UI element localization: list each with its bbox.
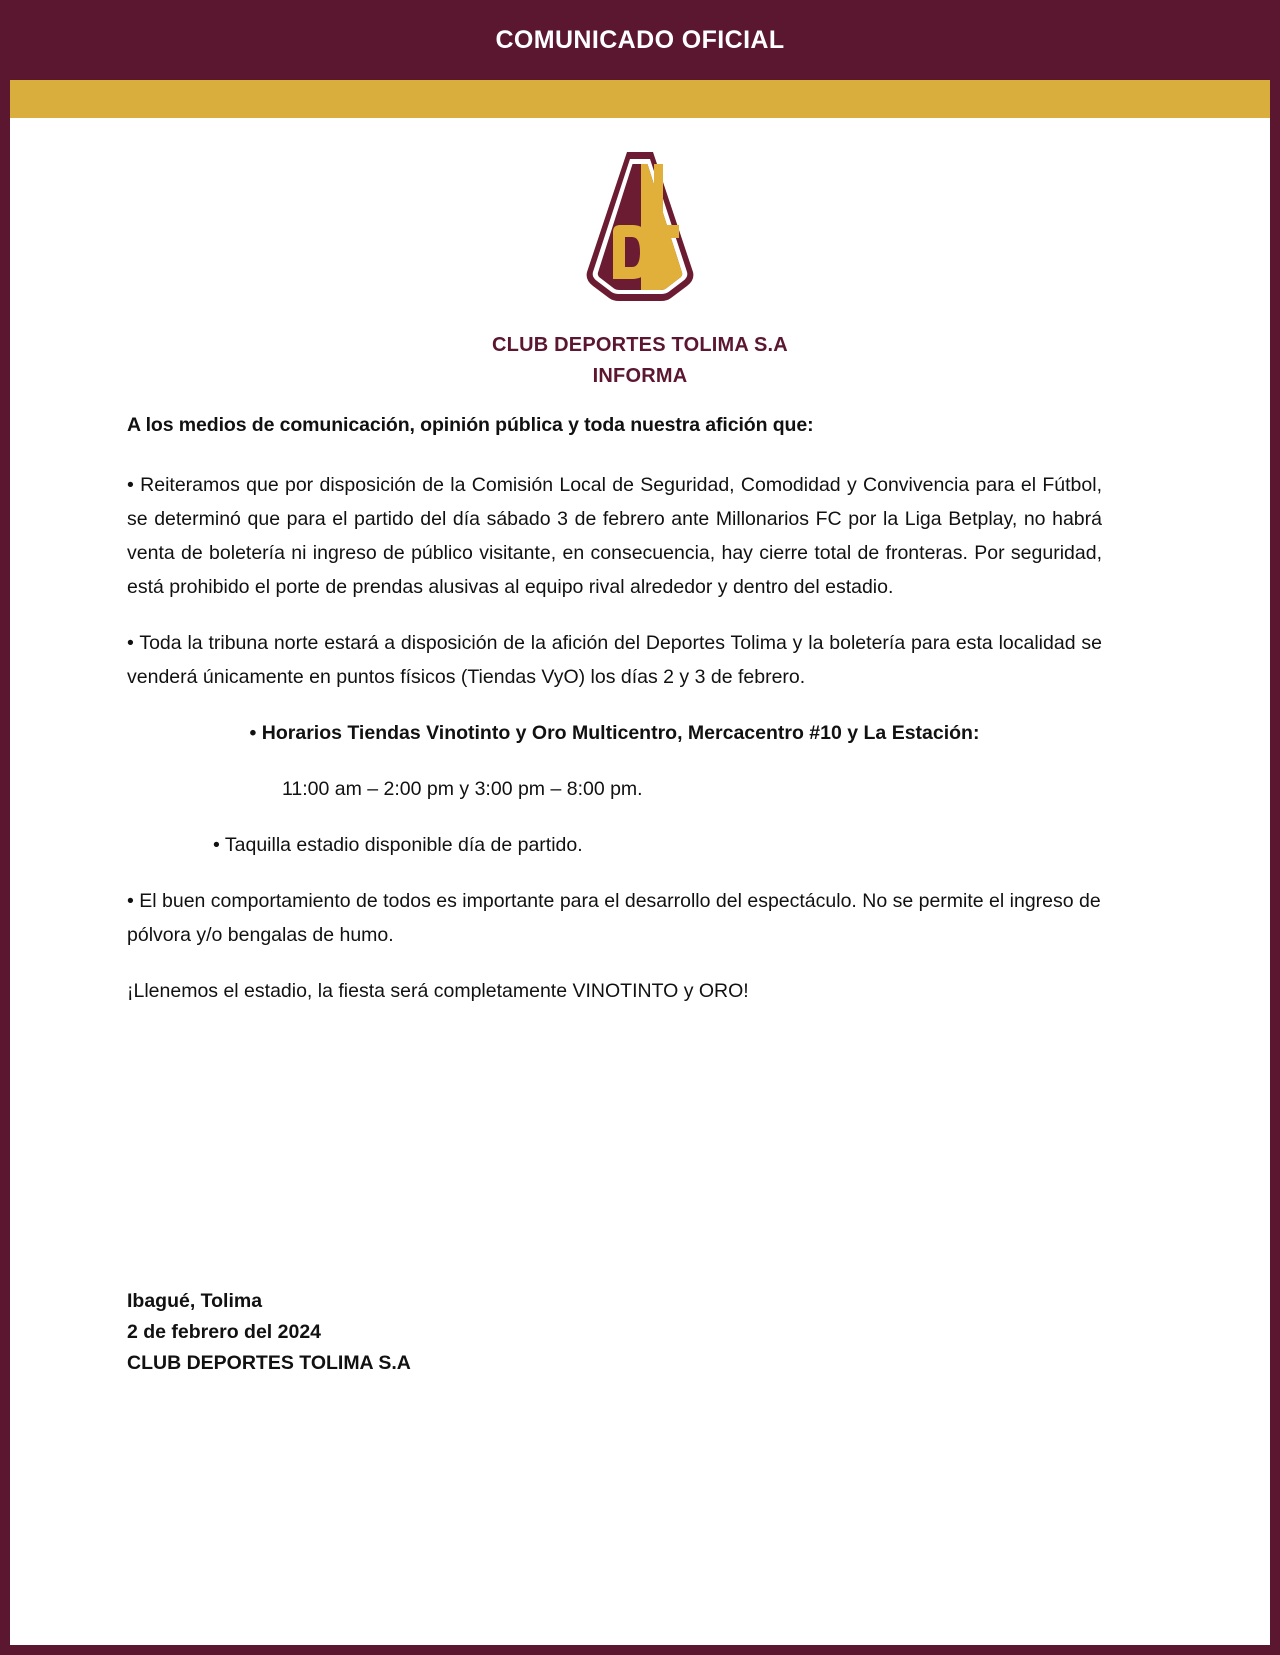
footer-signature-block [127,1286,1027,1379]
body-bullet-1: • Reiteramos que por disposición de la Comisión Local de Seguridad, Comodidad y Convivencia para el Fútbol, se determinó que para el partido del día sábado 3 de febrero ante Millonarios FC por la Liga Betplay, no habrá venta de boletería ni ingreso de público visitante, en consecuencia, hay cierre total de fronteras. Por seguridad, está prohibido el porte de prendas alusivas al equipo rival alrededor y dentro del estadio. [127,474,1102,598]
document-sheet [10,118,1270,1645]
footer-date: 2 de febrero del 2024 [127,1321,322,1343]
header-band [0,0,1280,80]
club-name: CLUB DEPORTES TOLIMA S.A [492,334,788,356]
footer-signature: CLUB DEPORTES TOLIMA S.A [127,1352,411,1374]
page-title: COMUNICADO OFICIAL [495,26,785,54]
body-bullet-4: • El buen comportamiento de todos es importante para el desarrollo del espectáculo. No se permite el ingreso de pólvora y/o bengalas de humo. [127,890,1101,946]
body-closing: ¡Llenemos el estadio, la fiesta será completamente VINOTINTO y ORO! [127,980,749,1002]
club-name-block [10,330,1270,392]
crest-container [10,146,1270,311]
body-bullet-3: • Taquilla estadio disponible día de partido. [213,834,583,856]
body-bullet-2: • Toda la tribuna norte estará a disposición de la afición del Deportes Tolima y la boletería para esta localidad se venderá únicamente en puntos físicos (Tiendas VyO) los días 2 y 3 de febrero. [127,632,1102,688]
gold-accent-bar [10,80,1270,118]
tolima-crest-icon [575,146,705,306]
body-lead: A los medios de comunicación, opinión pública y toda nuestra afición que: [127,414,814,436]
schedule-heading: • Horarios Tiendas Vinotinto y Oro Multicentro, Mercacentro #10 y La Estación: [249,722,980,744]
document-body [127,408,1102,1008]
footer-city: Ibagué, Tolima [127,1290,263,1312]
club-subtitle: INFORMA [592,365,688,387]
schedule-hours: 11:00 am – 2:00 pm y 3:00 pm – 8:00 pm. [282,778,643,800]
